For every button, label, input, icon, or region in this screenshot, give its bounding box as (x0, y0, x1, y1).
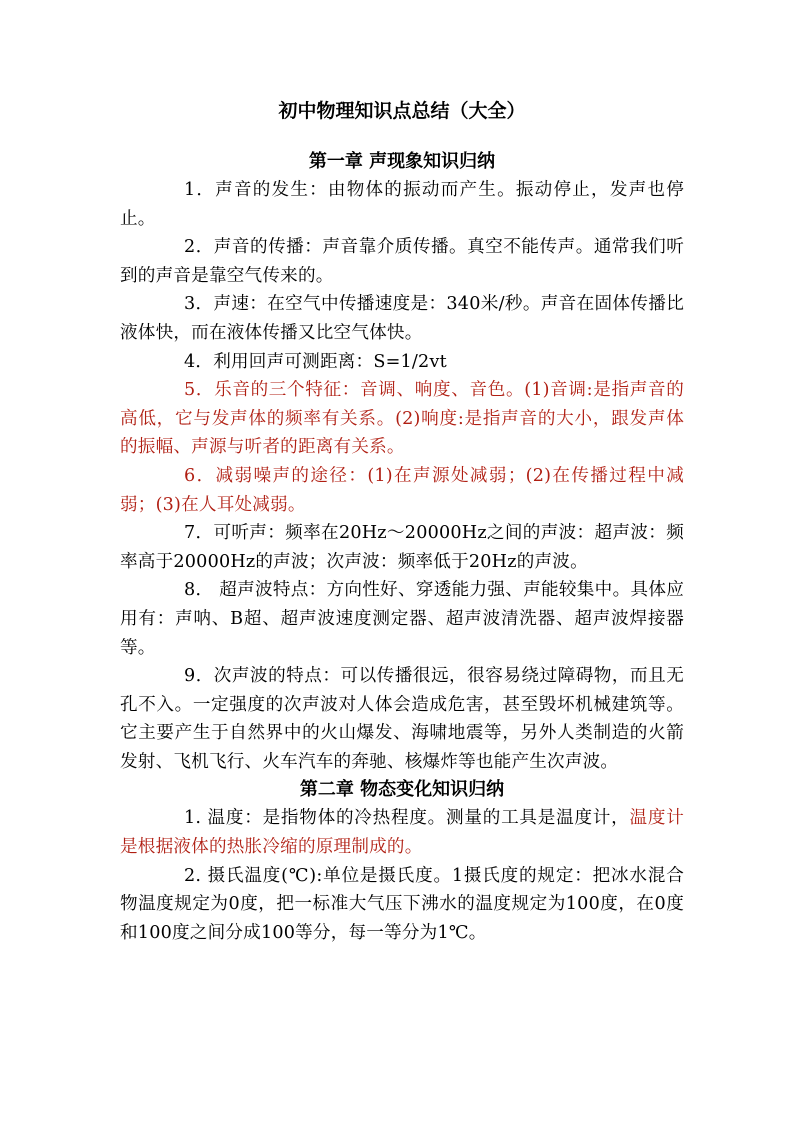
paragraph (120, 290, 684, 347)
text-run: 1．声音的发生：由物体的振动而产生。振动停止，发声也停止。 (120, 180, 684, 229)
text-run: 8． 超声波特点：方向性好、穿透能力强、声能较集中。具体应用有：声呐、B超、超声波速度测定器、超声波清洗器、超声波焊接器等。 (120, 580, 684, 658)
paragraph (120, 348, 684, 377)
text-run: 9．次声波的特点：可以传播很远，很容易绕过障碍物，而且无孔不入。一定强度的次声波对人体会造成危害，甚至毁坏机械建筑等。它主要产生于自然界中的火山爆发、海啸地震等，另外人类制造的火箭发射、飞机飞行、火车汽车的奔驰、核爆炸等也能产生次声波。 (120, 666, 684, 772)
document-title: 初中物理知识点总结（大全） (278, 100, 526, 122)
paragraph (120, 804, 684, 861)
paragraph (120, 662, 684, 776)
text-run: 2．声音的传播：声音靠介质传播。真空不能传声。通常我们听到的声音是靠空气传来的。 (120, 237, 684, 286)
paragraph (120, 462, 684, 519)
paragraph (120, 376, 684, 462)
highlighted-text-run: 6．减弱噪声的途径：(1)在声源处减弱；(2)在传播过程中减弱；(3)在人耳处减弱。 (120, 465, 684, 515)
text-run: 3．声速：在空气中传播速度是：340米/秒。声音在固体传播比液体快，而在液体传播又比空气体快。 (120, 294, 684, 343)
highlighted-text-run: 5．乐音的三个特征：音调、响度、音色。(1)音调:是指声音的高低，它与发声体的频率有关系。(2)响度:是指声音的大小，跟发声体的振幅、声源与听者的距离有关系。 (120, 380, 684, 458)
text-run: 4．利用回声可测距离：S=1/2vt (184, 351, 447, 372)
text-run: 7．可听声：频率在20Hz～20000Hz之间的声波：超声波：频率高于20000Hz的声波；次声波：频率低于20Hz的声波。 (120, 523, 684, 572)
chapter-2 (120, 776, 684, 947)
text-run: 2. 摄氏温度(℃):单位是摄氏度。1摄氏度的规定：把冰水混合物温度规定为0度，把一标准大气压下沸水的温度规定为100度，在0度和100度之间分成100等分，每一等分为1℃。 (120, 865, 684, 943)
chapter-title: 第一章 声现象知识归纳 (308, 151, 496, 172)
chapter-1 (120, 148, 684, 776)
chapter-title: 第二章 物态变化知识归纳 (299, 779, 505, 801)
paragraph (120, 233, 684, 290)
text-run: 1. 温度：是指物体的冷热程度。测量的工具是温度计， (184, 808, 630, 829)
paragraph (120, 862, 684, 948)
paragraph (120, 576, 684, 662)
highlighted-text-run: 温度计是根据液体的热胀冷缩的原理制成的。 (120, 808, 684, 858)
paragraph (120, 176, 684, 233)
paragraph (120, 519, 684, 576)
